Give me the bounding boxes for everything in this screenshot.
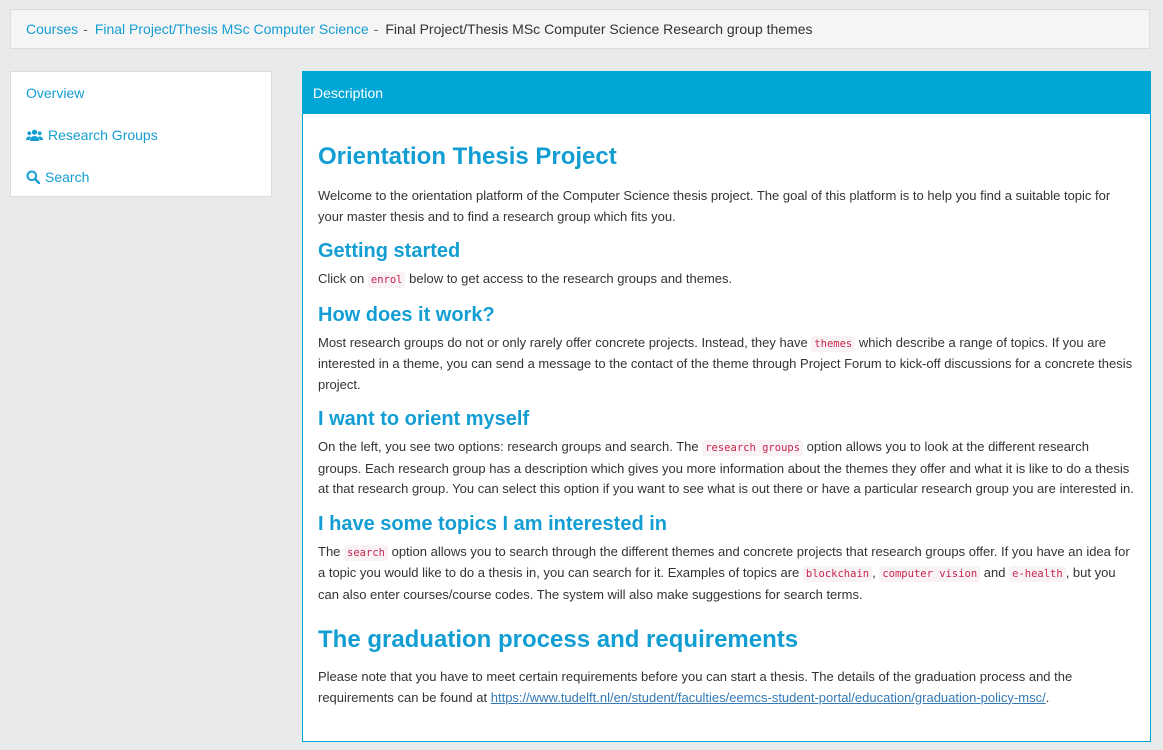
code-e-health: e-health [1009, 566, 1066, 582]
sidebar [10, 71, 272, 197]
code-search: search [344, 545, 388, 561]
intro-text: Welcome to the orientation platform of the Computer Science thesis project. The goal of this platform is to help you find a suitable topic for your master thesis and to find a research group which fits you. [318, 188, 1111, 224]
how-text: Most research groups do not or only rarely offer concrete projects. Instead, they have themes which describe a range of topics. If you are interested in a theme, you can send a message to the contact of the theme through Project Forum to kick-off discussions for a concrete thesis project. [318, 334, 1133, 392]
breadcrumb-thesis[interactable]: Final Project/Thesis MSc Computer Science [94, 21, 369, 37]
users-icon [26, 129, 43, 142]
graduation-policy-link[interactable]: https://www.tudelft.nl/en/student/faculties/eemcs-student-portal/education/graduation-policy-msc/ [490, 689, 1046, 705]
sidebar-item-search[interactable] [11, 156, 271, 198]
topics-heading: I have some topics I am interested in [318, 512, 668, 535]
panel-header: Description [303, 72, 1150, 114]
graduation-heading: The graduation process and requirements [318, 626, 799, 653]
breadcrumb-current: Final Project/Thesis MSc Computer Science Research group themes [385, 21, 813, 37]
code-computer-vision: computer vision [879, 566, 980, 582]
graduation-text: Please note that you have to meet certain requirements before you can start a thesis. The details of the graduation process and the requirements can be found at https://www.tudelft.nl/en/student/faculties/eemcs-student-portal/education/graduation-policy-msc/. [318, 669, 1073, 705]
sidebar-item-label: Search [45, 169, 90, 185]
sidebar-item-label: Overview [26, 85, 85, 101]
sidebar-item-research-groups[interactable] [11, 114, 271, 156]
breadcrumb-separator: - [373, 21, 379, 37]
getting-started-heading: Getting started [318, 240, 461, 262]
sidebar-item-label: Research Groups [48, 127, 158, 143]
topics-text: The search option allows you to search through the different themes and concrete projects that research groups offer. If you have an idea for a topic you would like to do a thesis in, you can search for it. Examples of topics are blockchain , computer vision and e-health , but you can also enter courses/course codes. The system will also make suggestions for search terms. [318, 543, 1130, 602]
code-research-groups: research groups [702, 440, 803, 456]
code-blockchain: blockchain [803, 566, 872, 582]
orient-heading: I want to orient myself [318, 408, 530, 430]
getting-started-text: Click on enrol below to get access to the research groups and themes. [318, 271, 733, 286]
code-themes: themes [811, 336, 855, 352]
breadcrumb-courses[interactable]: Courses [26, 21, 79, 37]
description-panel [302, 71, 1151, 742]
orient-text: On the left, you see two options: research groups and search. The research groups option allows you to look at the different research groups. Each research group has a description which gives you more information about the themes they offer and what it is like to do a thesis at that research group. You can select this option if you want to see what is out there or have a particular research group you are interested in. [318, 439, 1134, 496]
breadcrumb [10, 9, 1150, 49]
page-title: Orientation Thesis Project [318, 143, 617, 170]
breadcrumb-separator: - [83, 21, 88, 37]
code-enrol: enrol [368, 272, 406, 288]
sidebar-item-overview[interactable] [11, 72, 271, 114]
panel-body [303, 114, 1150, 708]
how-heading: How does it work? [318, 303, 495, 326]
search-icon [26, 170, 40, 184]
